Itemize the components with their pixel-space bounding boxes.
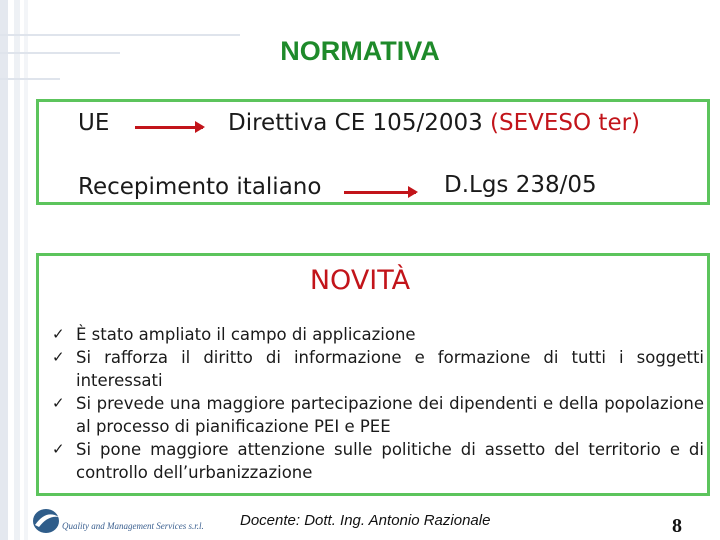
recepimento-label: Recepimento italiano bbox=[78, 174, 322, 200]
dlgs-label: D.Lgs 238/05 bbox=[444, 172, 597, 198]
list-item: ✓ Si pone maggiore attenzione sulle politiche di assetto del territorio e di controllo dell’urbanizzazione bbox=[52, 440, 704, 482]
list-item: ✓ Si prevede una maggiore partecipazione dei dipendenti e della popolazione al processo di pianificazione PEI e PEE bbox=[52, 394, 704, 436]
background-line bbox=[0, 78, 60, 80]
logo-text: Quality and Management Services s.r.l. bbox=[62, 521, 204, 531]
arrow-right-icon bbox=[135, 126, 203, 129]
list-item: ✓ Si rafforza il diritto di informazione e formazione di tutti i soggetti interessati bbox=[52, 348, 704, 390]
seveso-label: (SEVESO ter) bbox=[490, 110, 641, 136]
directive-label: Direttiva CE 105/2003 (SEVESO ter) bbox=[228, 110, 641, 136]
novita-list bbox=[44, 323, 704, 484]
company-logo bbox=[30, 503, 240, 537]
check-icon: ✓ bbox=[52, 348, 65, 366]
page-number: 8 bbox=[672, 515, 682, 537]
ue-label: UE bbox=[78, 110, 110, 136]
arrow-right-icon bbox=[344, 191, 416, 194]
list-item: ✓ È stato ampliato il campo di applicazione bbox=[52, 325, 416, 344]
check-icon: ✓ bbox=[52, 440, 65, 458]
slide-title: NORMATIVA bbox=[280, 36, 440, 66]
check-icon: ✓ bbox=[52, 325, 65, 343]
check-icon: ✓ bbox=[52, 394, 65, 412]
docente-label: Docente: Dott. Ing. Antonio Razionale bbox=[240, 512, 491, 529]
novita-heading: NOVITÀ bbox=[309, 265, 411, 296]
